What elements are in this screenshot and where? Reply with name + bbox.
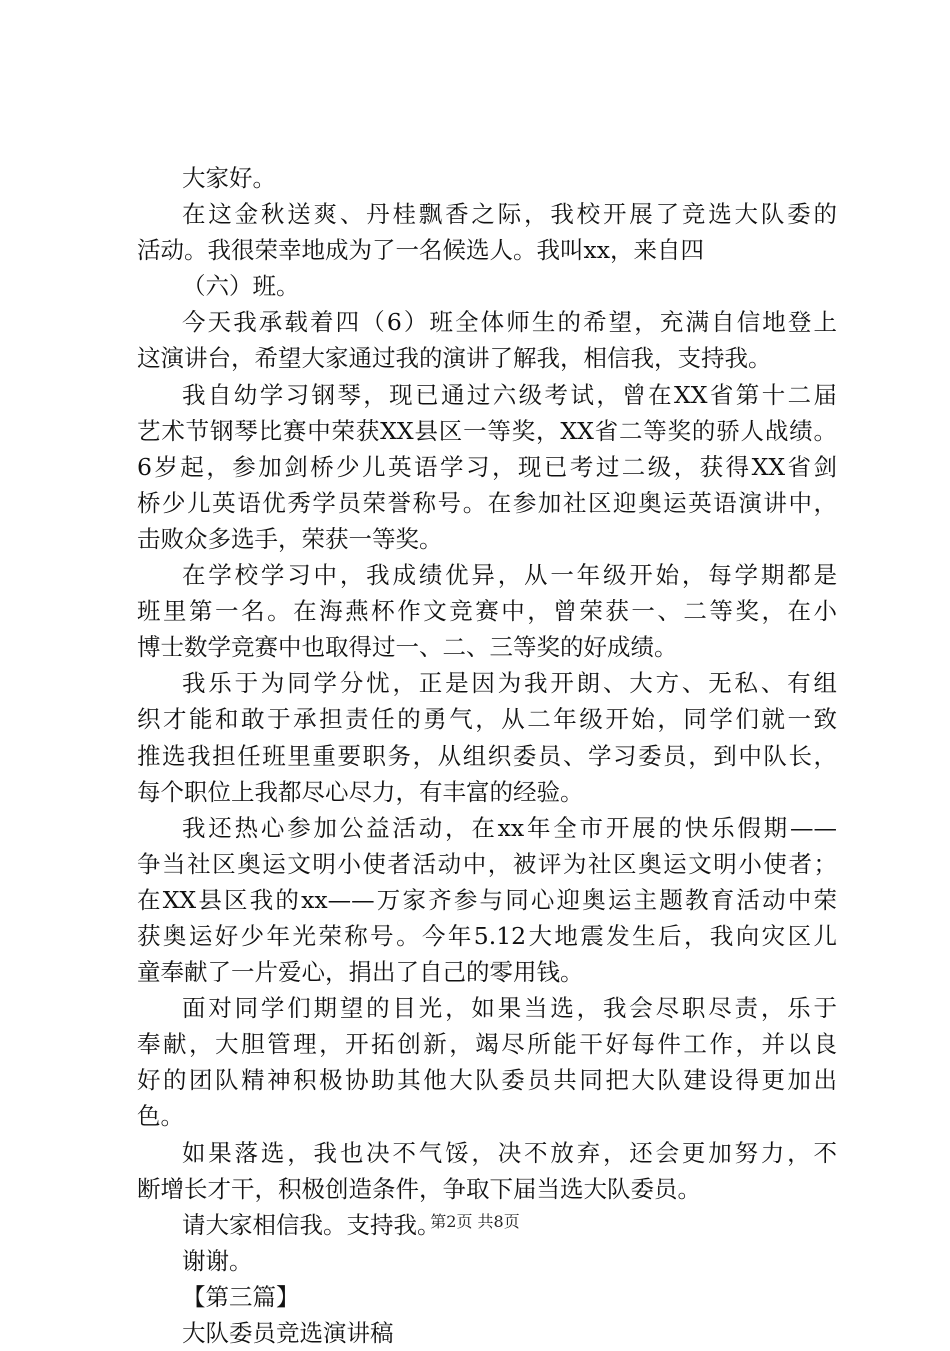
document-line: 桥少儿英语优秀学员荣誉称号。在参加社区迎奥运英语演讲中， — [137, 488, 837, 517]
document-line: 争当社区奥运文明小使者活动中，被评为社区奥运文明小使者； — [137, 849, 837, 878]
document-body — [137, 160, 837, 1351]
document-line: （六）班。 — [182, 272, 300, 301]
document-line: 每个职位上我都尽心尽力，有丰富的经验。 — [137, 777, 584, 806]
document-line: 班里第一名。在海燕杯作文竞赛中，曾荣获一、二等奖，在小 — [137, 597, 837, 626]
document-line: 请大家相信我。支持我。 — [182, 1210, 441, 1239]
document-line: 谢谢。 — [182, 1246, 253, 1275]
document-line: 童奉献了一片爱心，捐出了自己的零用钱。 — [137, 958, 584, 987]
document-line: 断增长才干，积极创造条件，争取下届当选大队委员。 — [137, 1174, 701, 1203]
document-line: 今天我承载着四（6）班全体师生的希望，充满自信地登上 — [182, 308, 837, 337]
document-line: 博士数学竞赛中也取得过一、二、三等奖的好成绩。 — [137, 633, 678, 662]
document-line: 在这金秋送爽、丹桂飘香之际，我校开展了竞选大队委的 — [182, 200, 837, 229]
document-line: 奉献，大胆管理，开拓创新，竭尽所能干好每件工作，并以良 — [137, 1030, 837, 1059]
document-line: 色。 — [137, 1102, 184, 1131]
document-line: 面对同学们期望的目光，如果当选，我会尽职尽责，乐于 — [182, 994, 837, 1023]
document-line: 活动。我很荣幸地成为了一名候选人。我叫xx，来自四 — [137, 236, 705, 265]
document-line: 在学校学习中，我成绩优异，从一年级开始，每学期都是 — [182, 561, 837, 590]
document-line: 我还热心参加公益活动，在xx年全市开展的快乐假期—— — [182, 813, 837, 842]
document-line: 【第三篇】 — [182, 1282, 300, 1311]
document-line: 我自幼学习钢琴，现已通过六级考试，曾在XX省第十二届 — [182, 380, 837, 409]
document-line: 这演讲台，希望大家通过我的演讲了解我，相信我，支持我。 — [137, 344, 772, 373]
document-line: 在XX县区我的xx——万家齐参与同心迎奥运主题教育活动中荣 — [137, 885, 837, 914]
document-line: 大家好。 — [182, 164, 276, 192]
document-line: 大队委员竞选演讲稿 — [182, 1319, 394, 1347]
document-line: 我乐于为同学分忧，正是因为我开朗、大方、无私、有组 — [182, 669, 837, 698]
document-line: 击败众多选手，荣获一等奖。 — [137, 524, 443, 553]
document-line: 6岁起，参加剑桥少儿英语学习，现已考过二级，获得XX省剑 — [137, 452, 837, 481]
document-line: 织才能和敢于承担责任的勇气，从二年级开始，同学们就一致 — [137, 705, 837, 734]
document-line: 获奥运好少年光荣称号。今年5.12大地震发生后，我向灾区儿 — [137, 921, 837, 950]
document-line: 推选我担任班里重要职务，从组织委员、学习委员，到中队长， — [137, 741, 837, 770]
document-line: 好的团队精神积极协助其他大队委员共同把大队建设得更加出 — [137, 1066, 837, 1095]
document-line: 如果落选，我也决不气馁，决不放弃，还会更加努力，不 — [182, 1138, 837, 1167]
page-footer: 第2页 共8页 — [430, 1212, 520, 1231]
document-line: 艺术节钢琴比赛中荣获XX县区一等奖，XX省二等奖的骄人战绩。 — [137, 416, 837, 445]
